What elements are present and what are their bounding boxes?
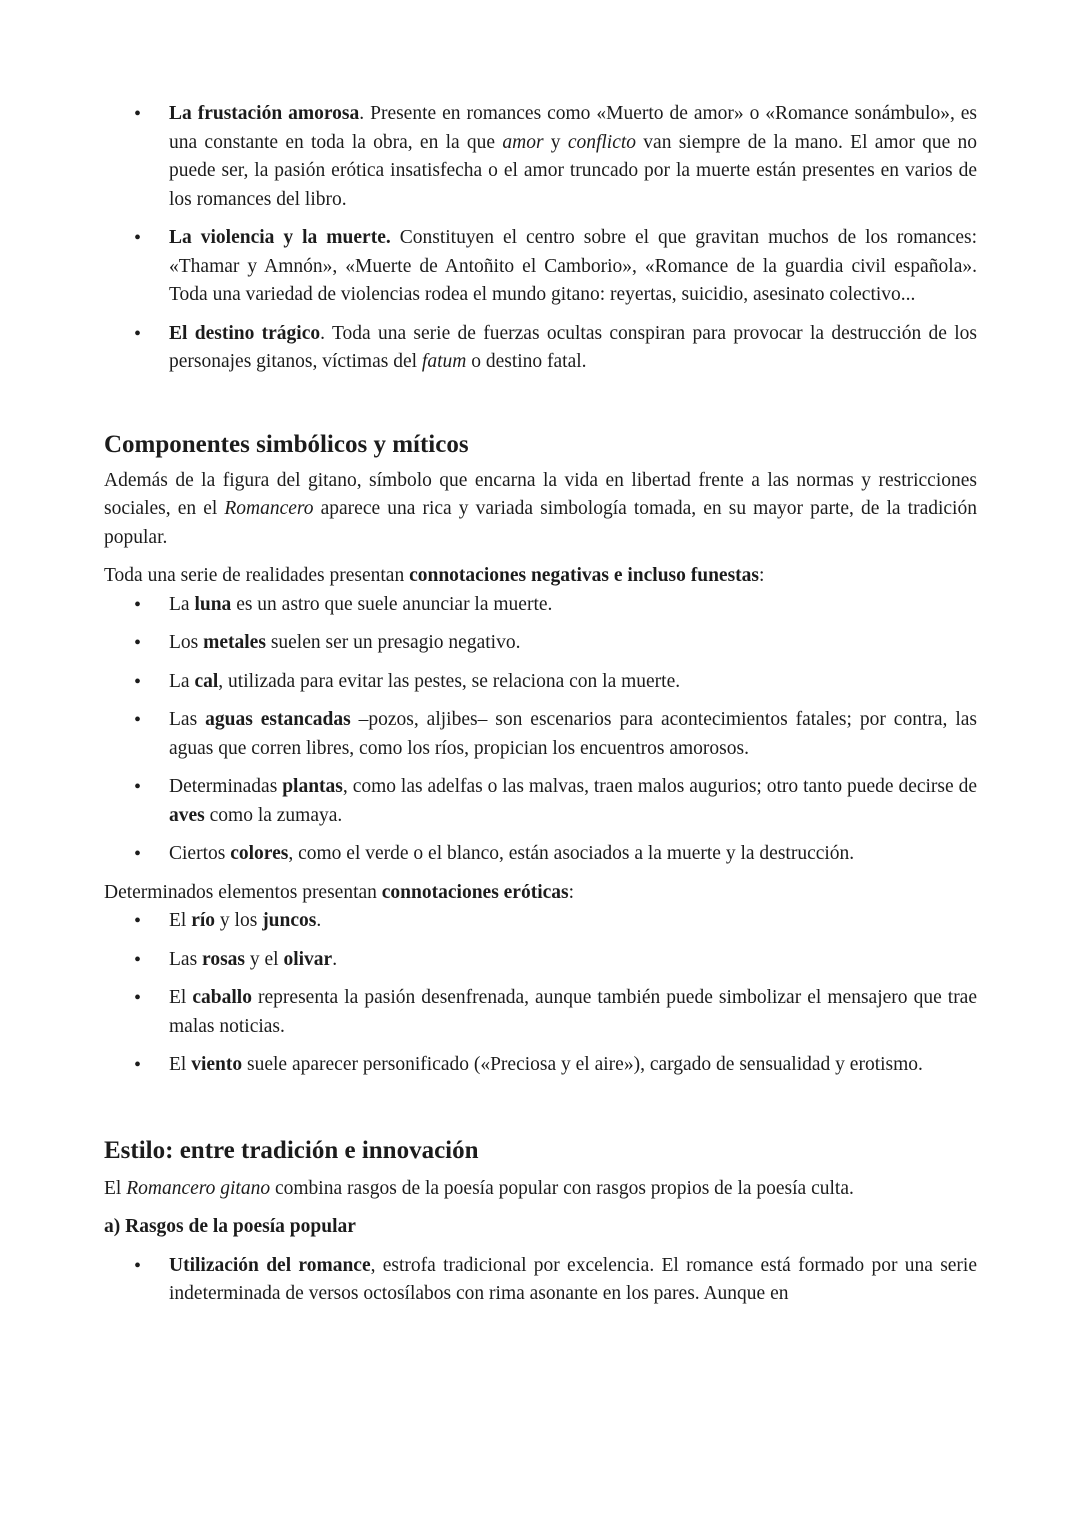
subheading-poesia-popular: a) Rasgos de la poesía popular: [104, 1216, 356, 1237]
section-heading-estilo: Estilo: entre tradición e innovación: [104, 1136, 479, 1164]
paragraph: Además de la figura del gitano, símbolo que encarna la vida en libertad frente a las normas y restricciones sociales, en el Romancero aparece una rica y variada simbología tomada, en su mayor parte, de la tradición popular.: [104, 469, 977, 548]
paragraph: Toda una serie de realidades presentan connotaciones negativas e incluso funestas:: [104, 565, 765, 586]
popular-traits-list: [104, 1252, 977, 1309]
section-heading-simbolos: Componentes simbólicos y míticos: [104, 430, 469, 458]
intro-bullet-list: [104, 100, 977, 377]
erotic-symbols-list: [104, 907, 977, 1080]
list-item: • El caballo representa la pasión desenfrenada, aunque también puede simbolizar el mensajero que trae malas noticias.: [104, 984, 977, 1041]
list-item: • Determinadas plantas, como las adelfas o las malvas, traen malos augurios; otro tanto puede decirse de aves como la zumaya.: [104, 773, 977, 830]
paragraph: Determinados elementos presentan connotaciones eróticas:: [104, 881, 575, 903]
list-item: • El destino trágico. Toda una serie de fuerzas ocultas conspiran para provocar la destrucción de los personajes gitanos, víctimas del fatum o destino fatal.: [104, 320, 977, 377]
list-item: • La luna es un astro que suele anunciar la muerte.: [104, 591, 977, 620]
list-item: • El viento suele aparecer personificado («Preciosa y el aire»), cargado de sensualidad y erotismo.: [104, 1051, 977, 1080]
paragraph: El Romancero gitano combina rasgos de la poesía popular con rasgos propios de la poesía culta.: [104, 1177, 854, 1199]
list-item: • Las rosas y el olivar.: [104, 946, 977, 975]
list-item: • Los metales suelen ser un presagio negativo.: [104, 629, 977, 658]
document-page: [104, 100, 977, 1309]
list-item: • Las aguas estancadas –pozos, aljibes– son escenarios para acontecimientos fatales; por contra, las aguas que corren libres, como los ríos, propician los encuentros amorosos.: [104, 706, 977, 763]
negative-symbols-list: [104, 591, 977, 869]
list-item: • Utilización del romance, estrofa tradicional por excelencia. El romance está formado por una serie indeterminada de versos octosílabos con rima asonante en los pares. Aunque en: [104, 1252, 977, 1309]
list-item: • El río y los juncos.: [104, 907, 977, 936]
list-item: • Ciertos colores, como el verde o el blanco, están asociados a la muerte y la destrucción.: [104, 840, 977, 869]
list-item: • La frustación amorosa. Presente en romances como «Muerto de amor» o «Romance sonámbulo», es una constante en toda la obra, en la que amor y conflicto van siempre de la mano. El amor que no puede ser, la pasión erótica insatisfecha o el amor truncado por la muerte están presentes en varios de los romances del libro.: [104, 100, 977, 214]
list-item: • La violencia y la muerte. Constituyen el centro sobre el que gravitan muchos de los romances: «Thamar y Amnón», «Muerte de Antoñito el Camborio», «Romance de la guardia civil española». Toda una variedad de violencias rodea el mundo gitano: reyertas, suicidio, asesinato colectivo...: [104, 224, 977, 310]
list-item: • La cal, utilizada para evitar las pestes, se relaciona con la muerte.: [104, 668, 977, 697]
